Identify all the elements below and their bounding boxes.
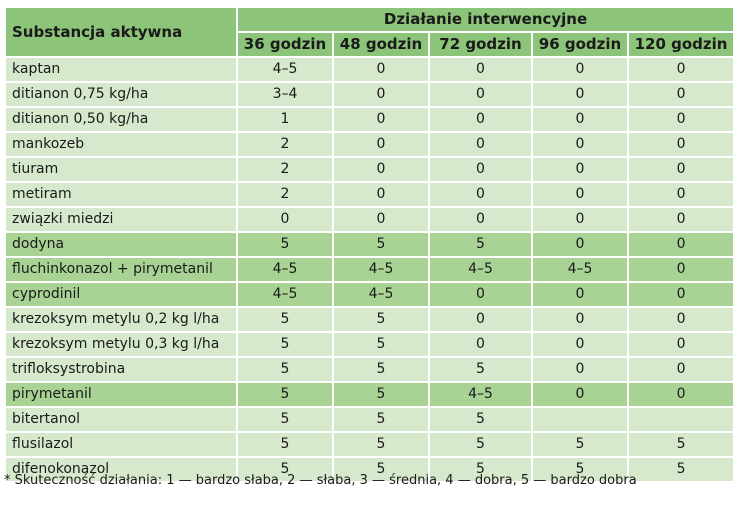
- efficacy-value-cell: 3–4: [237, 82, 333, 107]
- column-header: 36 godzin: [237, 32, 333, 57]
- efficacy-value-cell: 5: [237, 357, 333, 382]
- efficacy-value-cell: 4–5: [237, 57, 333, 82]
- table-row: [5, 232, 734, 257]
- substance-name-cell: cyprodinil: [5, 282, 237, 307]
- efficacy-value-cell: 0: [628, 157, 734, 182]
- table-row: [5, 57, 734, 82]
- table-row: [5, 132, 734, 157]
- efficacy-value-cell: 0: [532, 282, 628, 307]
- efficacy-value-cell: 0: [429, 207, 532, 232]
- efficacy-value-cell: 0: [429, 132, 532, 157]
- efficacy-value-cell: 0: [628, 307, 734, 332]
- substance-name-cell: difenokonazol: [5, 457, 237, 482]
- efficacy-value-cell: 0: [333, 82, 429, 107]
- efficacy-value-cell: 0: [429, 332, 532, 357]
- efficacy-value-cell: 0: [333, 107, 429, 132]
- table-row: [5, 207, 734, 232]
- table-row: [5, 182, 734, 207]
- table-row: [5, 82, 734, 107]
- efficacy-value-cell: 5: [429, 232, 532, 257]
- substance-name-cell: trifloksystrobina: [5, 357, 237, 382]
- substance-name-cell: tiuram: [5, 157, 237, 182]
- efficacy-value-cell: 5: [333, 332, 429, 357]
- efficacy-value-cell: 0: [628, 382, 734, 407]
- efficacy-value-cell: 5: [333, 432, 429, 457]
- efficacy-value-cell: 5: [237, 332, 333, 357]
- efficacy-value-cell: 5: [237, 307, 333, 332]
- table-row: [5, 257, 734, 282]
- footnote: * Skuteczność działania: 1 — bardzo słaba, 2 — słaba, 3 — średnia, 4 — dobra, 5 — bardzo dobra: [4, 473, 637, 488]
- efficacy-value-cell: 0: [429, 107, 532, 132]
- efficacy-value-cell: 0: [429, 182, 532, 207]
- table-row: [5, 282, 734, 307]
- efficacy-value-cell: 5: [237, 382, 333, 407]
- efficacy-value-cell: 0: [429, 282, 532, 307]
- efficacy-value-cell: 0: [628, 207, 734, 232]
- efficacy-value-cell: 5: [429, 357, 532, 382]
- efficacy-value-cell: 5: [628, 432, 734, 457]
- efficacy-value-cell: 0: [532, 57, 628, 82]
- table-row: [5, 432, 734, 457]
- table-row: [5, 407, 734, 432]
- efficacy-value-cell: 0: [429, 307, 532, 332]
- efficacy-value-cell: 4–5: [333, 282, 429, 307]
- efficacy-table: [4, 6, 735, 483]
- table-row: [5, 382, 734, 407]
- efficacy-value-cell: 0: [429, 57, 532, 82]
- column-header: 48 godzin: [333, 32, 429, 57]
- efficacy-value-cell: 0: [628, 282, 734, 307]
- efficacy-value-cell: 5: [333, 457, 429, 482]
- column-header: 120 godzin: [628, 32, 734, 57]
- group-header: Działanie interwencyjne: [237, 7, 734, 32]
- substance-name-cell: krezoksym metylu 0,3 kg l/ha: [5, 332, 237, 357]
- efficacy-value-cell: 0: [628, 107, 734, 132]
- efficacy-value-cell: 2: [237, 132, 333, 157]
- efficacy-value-cell: 5: [628, 457, 734, 482]
- substance-header: Substancja aktywna: [5, 7, 237, 57]
- efficacy-value-cell: 0: [628, 332, 734, 357]
- table-row: [5, 107, 734, 132]
- efficacy-value-cell: 2: [237, 157, 333, 182]
- table-row: [5, 307, 734, 332]
- efficacy-value-cell: 4–5: [237, 282, 333, 307]
- efficacy-value-cell: 5: [333, 382, 429, 407]
- efficacy-value-cell: 0: [532, 107, 628, 132]
- efficacy-value-cell: 2: [237, 182, 333, 207]
- efficacy-value-cell: 0: [532, 182, 628, 207]
- efficacy-value-cell: 5: [429, 407, 532, 432]
- efficacy-value-cell: 4–5: [237, 257, 333, 282]
- efficacy-value-cell: 0: [333, 57, 429, 82]
- efficacy-value-cell: 0: [628, 57, 734, 82]
- table-row: [5, 157, 734, 182]
- table-body: [5, 57, 734, 482]
- substance-name-cell: flusilazol: [5, 432, 237, 457]
- efficacy-table-container: [4, 6, 733, 483]
- efficacy-value-cell: 5: [237, 432, 333, 457]
- efficacy-value-cell: 5: [532, 457, 628, 482]
- efficacy-value-cell: 0: [532, 307, 628, 332]
- efficacy-value-cell: 0: [532, 157, 628, 182]
- efficacy-value-cell: 0: [628, 257, 734, 282]
- substance-name-cell: krezoksym metylu 0,2 kg l/ha: [5, 307, 237, 332]
- efficacy-value-cell: 0: [628, 82, 734, 107]
- efficacy-value-cell: 0: [628, 232, 734, 257]
- substance-name-cell: związki miedzi: [5, 207, 237, 232]
- column-header: 72 godzin: [429, 32, 532, 57]
- efficacy-value-cell: 5: [237, 457, 333, 482]
- efficacy-value-cell: 0: [532, 382, 628, 407]
- efficacy-value-cell: 5: [333, 357, 429, 382]
- substance-name-cell: dodyna: [5, 232, 237, 257]
- efficacy-value-cell: 0: [429, 82, 532, 107]
- efficacy-value-cell: 0: [532, 207, 628, 232]
- efficacy-value-cell: 1: [237, 107, 333, 132]
- efficacy-value-cell: 0: [333, 207, 429, 232]
- substance-name-cell: metiram: [5, 182, 237, 207]
- substance-name-cell: ditianon 0,50 kg/ha: [5, 107, 237, 132]
- efficacy-value-cell: 5: [333, 232, 429, 257]
- efficacy-value-cell: 5: [429, 432, 532, 457]
- substance-name-cell: mankozeb: [5, 132, 237, 157]
- efficacy-value-cell: 5: [333, 307, 429, 332]
- efficacy-value-cell: 5: [532, 432, 628, 457]
- substance-name-cell: pirymetanil: [5, 382, 237, 407]
- efficacy-value-cell: 0: [429, 157, 532, 182]
- table-row: [5, 332, 734, 357]
- efficacy-value-cell: 5: [237, 232, 333, 257]
- efficacy-value-cell: 0: [333, 132, 429, 157]
- efficacy-value-cell: 0: [628, 132, 734, 157]
- efficacy-value-cell: 4–5: [429, 382, 532, 407]
- table-row: [5, 357, 734, 382]
- efficacy-value-cell: [532, 407, 628, 432]
- efficacy-value-cell: 0: [532, 82, 628, 107]
- efficacy-value-cell: 0: [532, 357, 628, 382]
- efficacy-value-cell: 0: [532, 132, 628, 157]
- efficacy-value-cell: 5: [429, 457, 532, 482]
- efficacy-value-cell: 0: [628, 182, 734, 207]
- column-header: 96 godzin: [532, 32, 628, 57]
- efficacy-value-cell: 4–5: [429, 257, 532, 282]
- efficacy-value-cell: 4–5: [532, 257, 628, 282]
- substance-name-cell: fluchinkonazol + pirymetanil: [5, 257, 237, 282]
- efficacy-value-cell: 0: [333, 157, 429, 182]
- efficacy-value-cell: 0: [532, 332, 628, 357]
- substance-name-cell: bitertanol: [5, 407, 237, 432]
- efficacy-value-cell: 5: [237, 407, 333, 432]
- efficacy-value-cell: 0: [532, 232, 628, 257]
- efficacy-value-cell: 0: [333, 182, 429, 207]
- efficacy-value-cell: [628, 407, 734, 432]
- substance-name-cell: ditianon 0,75 kg/ha: [5, 82, 237, 107]
- efficacy-value-cell: 5: [333, 407, 429, 432]
- substance-name-cell: kaptan: [5, 57, 237, 82]
- efficacy-value-cell: 0: [628, 357, 734, 382]
- efficacy-value-cell: 4–5: [333, 257, 429, 282]
- efficacy-value-cell: 0: [237, 207, 333, 232]
